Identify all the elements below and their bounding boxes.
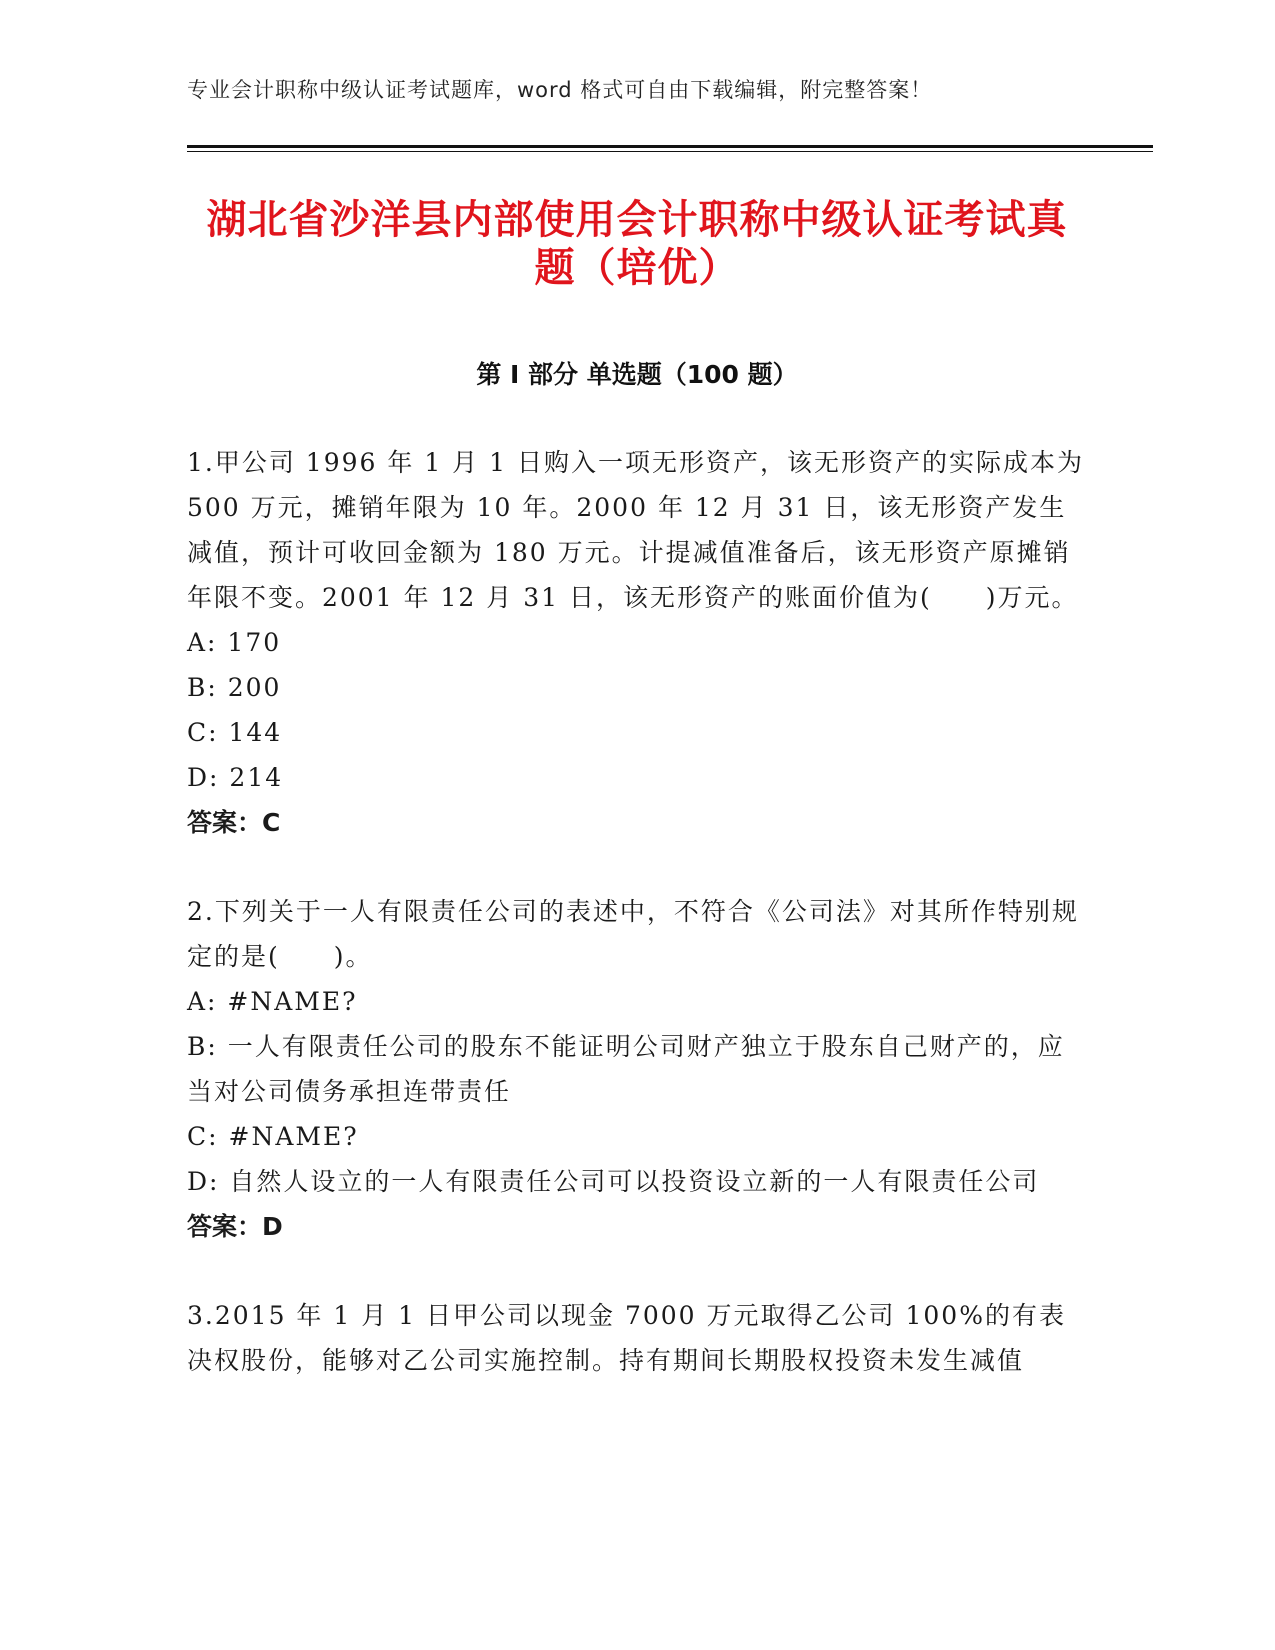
header-rule-thin — [187, 151, 1153, 152]
question-stem: 2.下列关于一人有限责任公司的表述中，不符合《公司法》对其所作特别规定的是( )。 — [187, 897, 1079, 971]
option-b: B: 一人有限责任公司的股东不能证明公司财产独立于股东自己财产的，应当对公司债务承担连带责任 — [187, 1032, 1065, 1106]
section-title: 第 I 部分 单选题（100 题） — [476, 360, 798, 389]
answer: 答案：D — [187, 1212, 283, 1241]
header-rule-thick — [187, 145, 1153, 148]
option-d: D: 214 — [187, 763, 284, 792]
option-a: A: #NAME? — [187, 987, 358, 1016]
question-stem: 3.2015 年 1 月 1 日甲公司以现金 7000 万元取得乙公司 100%的有表决权股份，能够对乙公司实施控制。持有期间长期股权投资未发生减值 — [187, 1301, 1066, 1375]
answer: 答案：C — [187, 808, 281, 837]
question-list — [187, 440, 1087, 1427]
question-2 — [187, 889, 1087, 1249]
option-d: D: 自然人设立的一人有限责任公司可以投资设立新的一人有限责任公司 — [187, 1167, 1040, 1196]
option-b: B: 200 — [187, 673, 282, 702]
question-3 — [187, 1293, 1087, 1383]
option-a: A: 170 — [187, 628, 282, 657]
option-c: C: #NAME? — [187, 1122, 359, 1151]
header-note: 专业会计职称中级认证考试题库，word 格式可自由下载编辑，附完整答案！ — [187, 78, 933, 102]
option-c: C: 144 — [187, 718, 283, 747]
question-stem: 1.甲公司 1996 年 1 月 1 日购入一项无形资产，该无形资产的实际成本为 500 万元，摊销年限为 10 年。2000 年 12 月 31 日，该无形资产发生减值，预计可收回金额为 180 万元。计提减值准备后，该无形资产原摊销年限不变。2001 年 12 月 31 日，该无形资产的账面价值为( )万元。 — [187, 448, 1084, 612]
document-title: 湖北省沙洋县内部使用会计职称中级认证考试真题（培优） — [206, 197, 1068, 291]
question-1 — [187, 440, 1087, 845]
